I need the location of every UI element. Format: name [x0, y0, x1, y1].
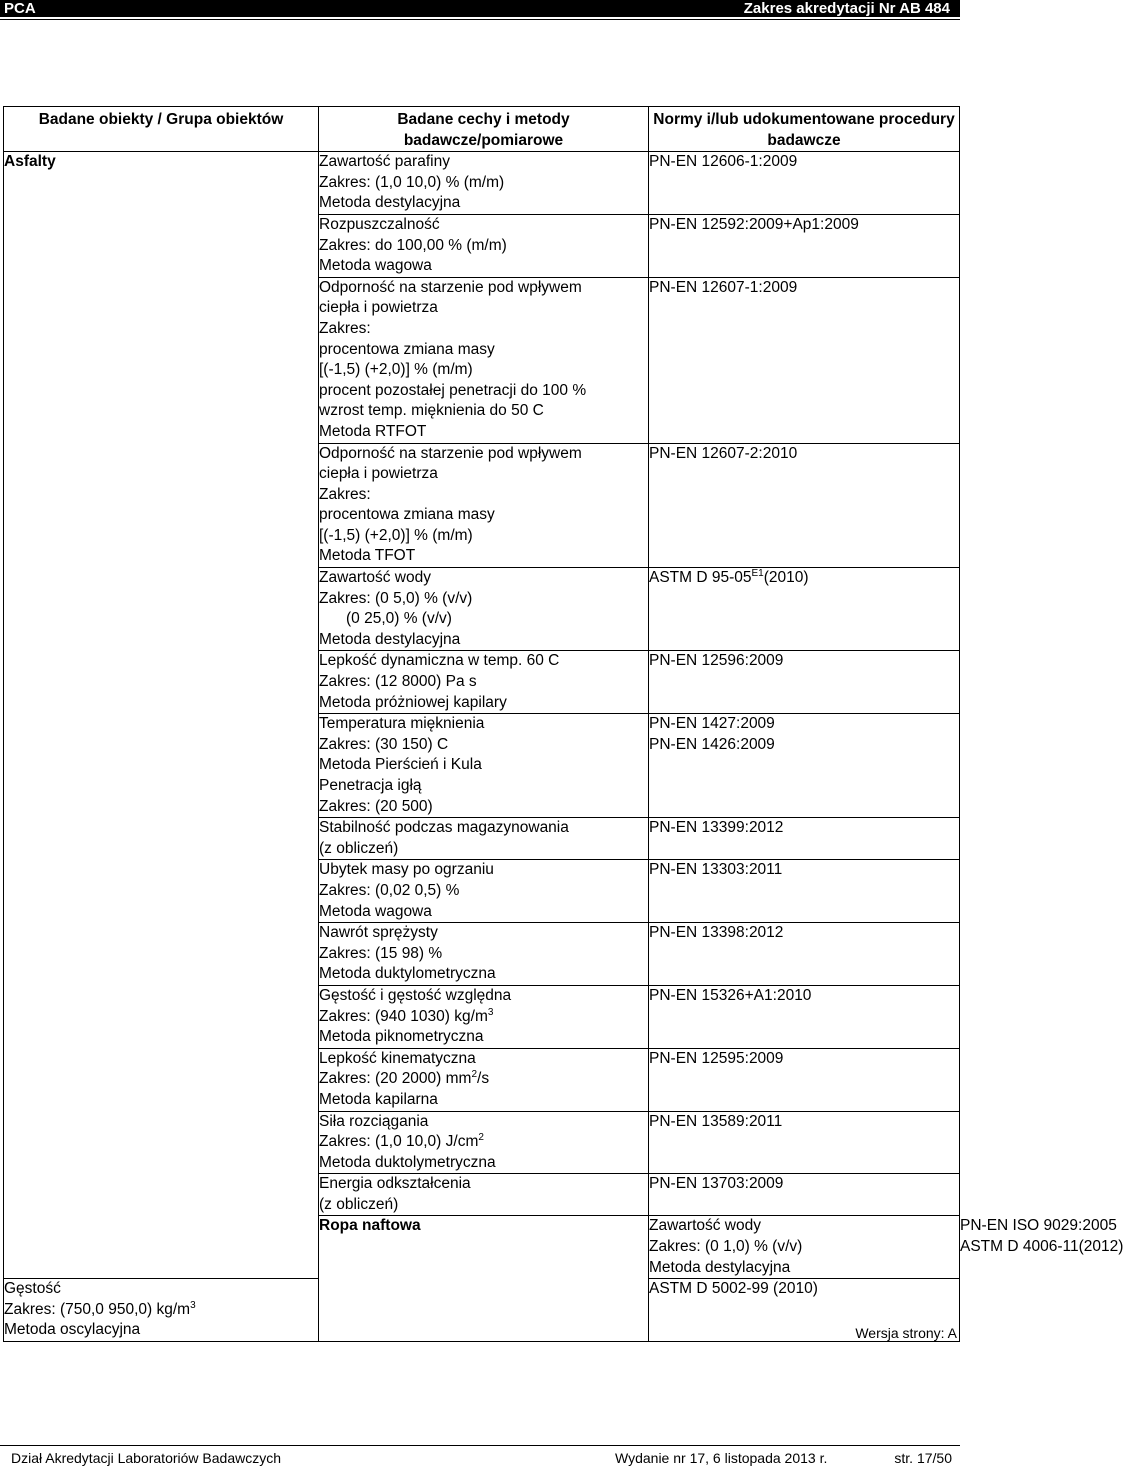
- table-row: [4, 152, 960, 215]
- method-cell: Zawartość wody Zakres: (0 5,0) % (v/v) (0 25,0) % (v/v) Metoda destylacyjna: [319, 568, 649, 651]
- footer-edition: Wydanie nr 17, 6 listopada 2013 r.: [615, 1450, 828, 1466]
- accreditation-table: [3, 106, 1123, 1342]
- norm-cell: PN-EN 12595:2009: [649, 1048, 960, 1111]
- method-cell: Nawrót sprężysty Zakres: (15 98) % Metoda duktylometryczna: [319, 923, 649, 986]
- method-cell: Siła rozciągania Zakres: (1,0 10,0) $J/cm^2$ Metoda duktolymetryczna: [319, 1111, 649, 1174]
- table-header-row: [4, 107, 960, 152]
- norm-cell: PN-EN 12607-1:2009: [649, 277, 960, 443]
- norm-cell: PN-EN 12606-1:2009: [649, 152, 960, 215]
- method-cell: Stabilność podczas magazynowania (z obliczeń): [319, 818, 649, 860]
- group-name: Asfalty: [4, 152, 319, 1279]
- method-cell: Gęstość i gęstość względna Zakres: (940 1030) $kg/m^3$ Metoda piknometryczna: [319, 985, 649, 1048]
- header-objects: Badane obiekty / Grupa obiektów: [4, 107, 319, 152]
- norm-cell: ASTM D $95-05^{E1}(2010)$: [649, 568, 960, 651]
- norm-cell: PN-EN 13399:2012: [649, 818, 960, 860]
- method-cell: Zawartość wody Zakres: (0 1,0) % (v/v) Metoda destylacyjna: [649, 1216, 960, 1279]
- norm-cell: PN-EN 12607-2:2010: [649, 443, 960, 568]
- method-cell: Temperatura mięknienia Zakres: (30 150) C Metoda Pierścień i Kula Penetracja igłą Zakres: (20 500): [319, 714, 649, 818]
- norm-cell: PN-EN 12596:2009: [649, 651, 960, 714]
- method-cell: Lepkość dynamiczna w temp. 60 C Zakres: (12 8000) Pa s Metoda próżniowej kapilary: [319, 651, 649, 714]
- header-rule: [0, 19, 960, 20]
- method-cell: Energia odkształcenia (z obliczeń): [319, 1174, 649, 1216]
- method-cell: Zawartość parafiny Zakres: (1,0 10,0) % (m/m) Metoda destylacyjna: [319, 152, 649, 215]
- method-cell: Ubytek masy po ogrzaniu Zakres: (0,02 0,5) % Metoda wagowa: [319, 860, 649, 923]
- header-methods: Badane cechy i metody badawcze/pomiarowe: [319, 107, 649, 152]
- method-cell: Odporność na starzenie pod wpływem ciepła i powietrza Zakres: procentowa zmiana masy [(-1,5) (+2,0)] % (m/m) Metoda TFOT: [319, 443, 649, 568]
- method-cell: Odporność na starzenie pod wpływem ciepła i powietrza Zakres: procentowa zmiana masy [(-1,5) (+2,0)] % (m/m) procent pozostałej penetracji do 100 % wzrost temp. mięknienia do 50 C Metoda RTFOT: [319, 277, 649, 443]
- header-left: PCA: [4, 0, 36, 17]
- norm-cell: PN-EN 15326+A1:2010: [649, 985, 960, 1048]
- method-cell: Lepkość kinematyczna Zakres: (20 2000) $mm^2/s$ Metoda kapilarna: [319, 1048, 649, 1111]
- page-header: [0, 0, 960, 17]
- norm-cell: PN-EN 1427:2009 PN-EN 1426:2009: [649, 714, 960, 818]
- norm-cell: PN-EN 13303:2011: [649, 860, 960, 923]
- footer-rule: [0, 1445, 960, 1446]
- page-footer: [0, 1450, 960, 1468]
- footer-left: Dział Akredytacji Laboratoriów Badawczych: [11, 1450, 282, 1466]
- norm-cell: PN-EN 12592:2009+Ap1:2009: [649, 214, 960, 277]
- norm-cell: ASTM D 5002-99 (2010): [649, 1279, 960, 1342]
- header-norms: Normy i/lub udokumentowane procedury badawcze: [649, 107, 960, 152]
- footer-page-number: str. 17/50: [894, 1450, 952, 1466]
- method-cell: Rozpuszczalność Zakres: do 100,00 % (m/m) Metoda wagowa: [319, 214, 649, 277]
- group-name: Ropa naftowa: [319, 1216, 649, 1342]
- method-cell: Gęstość Zakres: (750,0 950,0) $kg/m^3$ Metoda oscylacyjna: [4, 1279, 319, 1342]
- header-right: Zakres akredytacji Nr AB 484: [743, 0, 950, 17]
- norm-cell: PN-EN 13703:2009: [649, 1174, 960, 1216]
- norm-cell: PN-EN 13589:2011: [649, 1111, 960, 1174]
- norm-cell: PN-EN 13398:2012: [649, 923, 960, 986]
- table-row: Ropa naftowa Zawartość wody Zakres: (0 1,0) % (v/v) Metoda destylacyjna PN-EN ISO 9029:2005 ASTM D 4006-11(2012): [4, 1216, 960, 1279]
- page-version: Wersja strony: A: [855, 1325, 957, 1341]
